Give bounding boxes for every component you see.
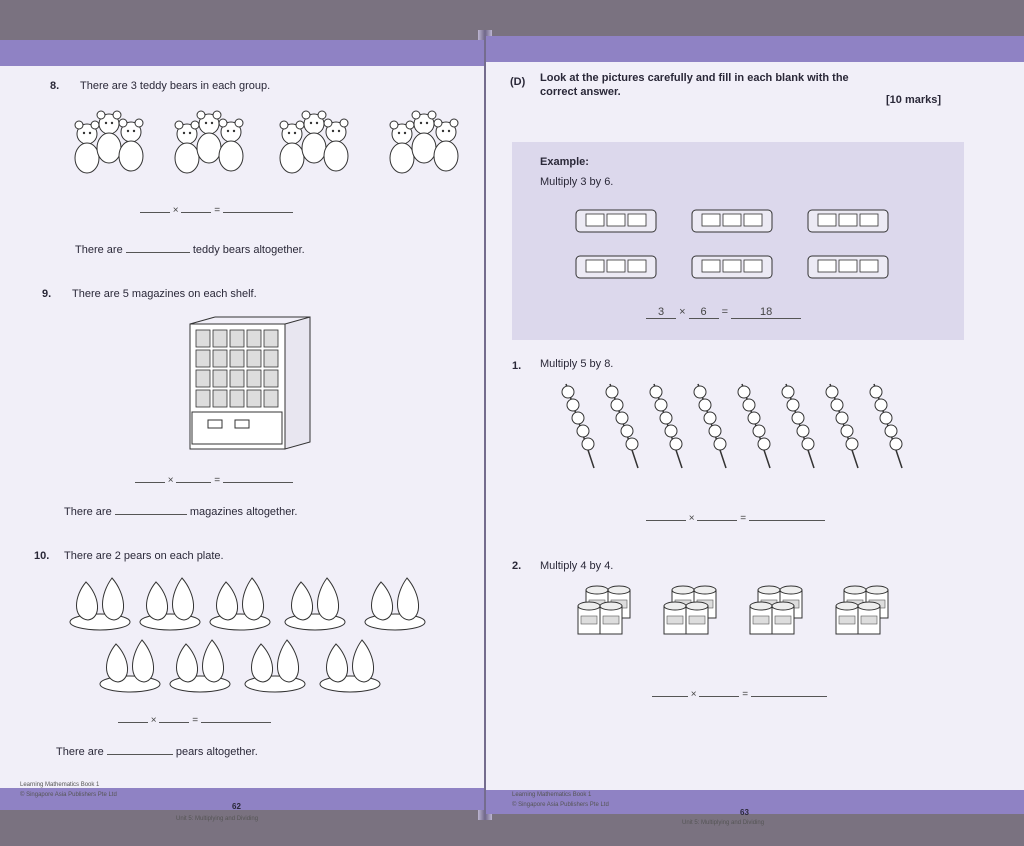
magazine [230, 390, 244, 407]
example-product: 18 [731, 306, 801, 319]
right-page [486, 36, 1024, 826]
teddy-bear [302, 111, 326, 163]
magazine [264, 330, 278, 347]
footer-unit: Unit 5: Multiplying and Dividing [176, 816, 259, 822]
pear-plate [100, 640, 160, 692]
magazine [213, 350, 227, 367]
magazine [247, 370, 261, 387]
can [664, 602, 686, 634]
q10-prompt: There are 2 pears on each plate. [64, 550, 224, 562]
skewer [870, 384, 902, 468]
example-prompt: Multiply 3 by 6. [540, 176, 614, 188]
footer-publisher: © Singapore Asia Publishers Pte Ltd [512, 802, 609, 808]
cans-illustration [578, 586, 918, 656]
pear-plate [365, 578, 425, 630]
magazine [264, 390, 278, 407]
magazine [247, 330, 261, 347]
q1-equation: × = [646, 510, 825, 524]
example-equation: 3 × 6 = 18 [646, 306, 801, 319]
example-factor-b: 6 [689, 306, 719, 319]
teddy-bear [280, 121, 304, 173]
section-label: (D) [510, 76, 526, 88]
skewer [562, 384, 594, 468]
left-page [0, 40, 484, 822]
pears-on-plates-illustration [60, 574, 460, 704]
teddy-bear-groups-illustration [75, 106, 475, 196]
can [772, 602, 794, 634]
example-factor-a: 3 [646, 306, 676, 319]
teddy-bear [119, 119, 143, 171]
q9-prompt: There are 5 magazines on each shelf. [72, 288, 257, 300]
magazine [213, 370, 227, 387]
cake-trays-illustration [576, 204, 916, 284]
q9-answer-sentence: There are magazines altogether. [64, 506, 298, 518]
q8-equation: × = [140, 202, 293, 216]
magazine-shelf-illustration [180, 314, 320, 454]
pear-plate [245, 640, 305, 692]
page-number: 62 [232, 802, 241, 811]
cake-tray [692, 256, 772, 278]
pear-plate [320, 640, 380, 692]
can [578, 602, 600, 634]
magazine [230, 370, 244, 387]
magazine [196, 370, 210, 387]
section-marks: [10 marks] [886, 94, 942, 106]
teddy-bear [434, 119, 458, 171]
skewer [650, 384, 682, 468]
magazine [264, 350, 278, 367]
magazine [230, 330, 244, 347]
q2-prompt: Multiply 4 by 4. [540, 560, 614, 572]
skewer [694, 384, 726, 468]
teddy-bear [97, 111, 121, 163]
footer-publisher: © Singapore Asia Publishers Pte Ltd [20, 792, 117, 798]
cake-tray [576, 210, 656, 232]
pear-plate [285, 578, 345, 630]
pear-plate [70, 578, 130, 630]
example-heading: Example: [540, 156, 589, 168]
magazine [247, 390, 261, 407]
can [836, 602, 858, 634]
q8-answer-sentence: There are teddy bears altogether. [75, 244, 305, 256]
magazine [213, 390, 227, 407]
magazine [196, 330, 210, 347]
pear-plate [210, 578, 270, 630]
cake-tray [692, 210, 772, 232]
section-instruction-line1: Look at the pictures carefully and fill in each blank with the [540, 72, 849, 84]
cake-tray [576, 256, 656, 278]
magazine [247, 350, 261, 367]
pear-plate [140, 578, 200, 630]
can [858, 602, 880, 634]
can [750, 602, 772, 634]
magazine [196, 350, 210, 367]
q2-equation: × = [652, 686, 827, 700]
teddy-bear [219, 119, 243, 171]
teddy-bear [412, 111, 436, 163]
pear-plate [170, 640, 230, 692]
q1-number: 1. [512, 360, 522, 372]
teddy-bear [75, 121, 99, 173]
teddy-bear [197, 111, 221, 163]
skewer [826, 384, 858, 468]
teddy-bear [175, 121, 199, 173]
page-number: 63 [740, 808, 749, 817]
cake-tray [808, 210, 888, 232]
skewer [782, 384, 814, 468]
q10-answer-sentence: There are pears altogether. [56, 746, 258, 758]
can [686, 602, 708, 634]
q9-equation: × = [135, 472, 293, 486]
can [600, 602, 622, 634]
q8-prompt: There are 3 teddy bears in each group. [80, 80, 271, 92]
teddy-bear [390, 121, 414, 173]
cake-tray [808, 256, 888, 278]
q2-number: 2. [512, 560, 522, 572]
footer-book-title: Learning Mathematics Book 1 [20, 782, 100, 788]
magazine [264, 370, 278, 387]
skewers-illustration [560, 384, 920, 474]
q10-number: 10. [34, 550, 50, 562]
q1-prompt: Multiply 5 by 8. [540, 358, 614, 370]
footer-book-title: Learning Mathematics Book 1 [512, 792, 592, 798]
skewer [738, 384, 770, 468]
magazine [196, 390, 210, 407]
section-instruction-line2: correct answer. [540, 86, 621, 98]
q10-equation: × = [118, 712, 271, 726]
q9-number: 9. [42, 288, 52, 300]
skewer [606, 384, 638, 468]
teddy-bear [324, 119, 348, 171]
q8-number: 8. [50, 80, 60, 92]
footer-unit: Unit 5: Multiplying and Dividing [682, 820, 765, 826]
magazine [230, 350, 244, 367]
magazine [213, 330, 227, 347]
